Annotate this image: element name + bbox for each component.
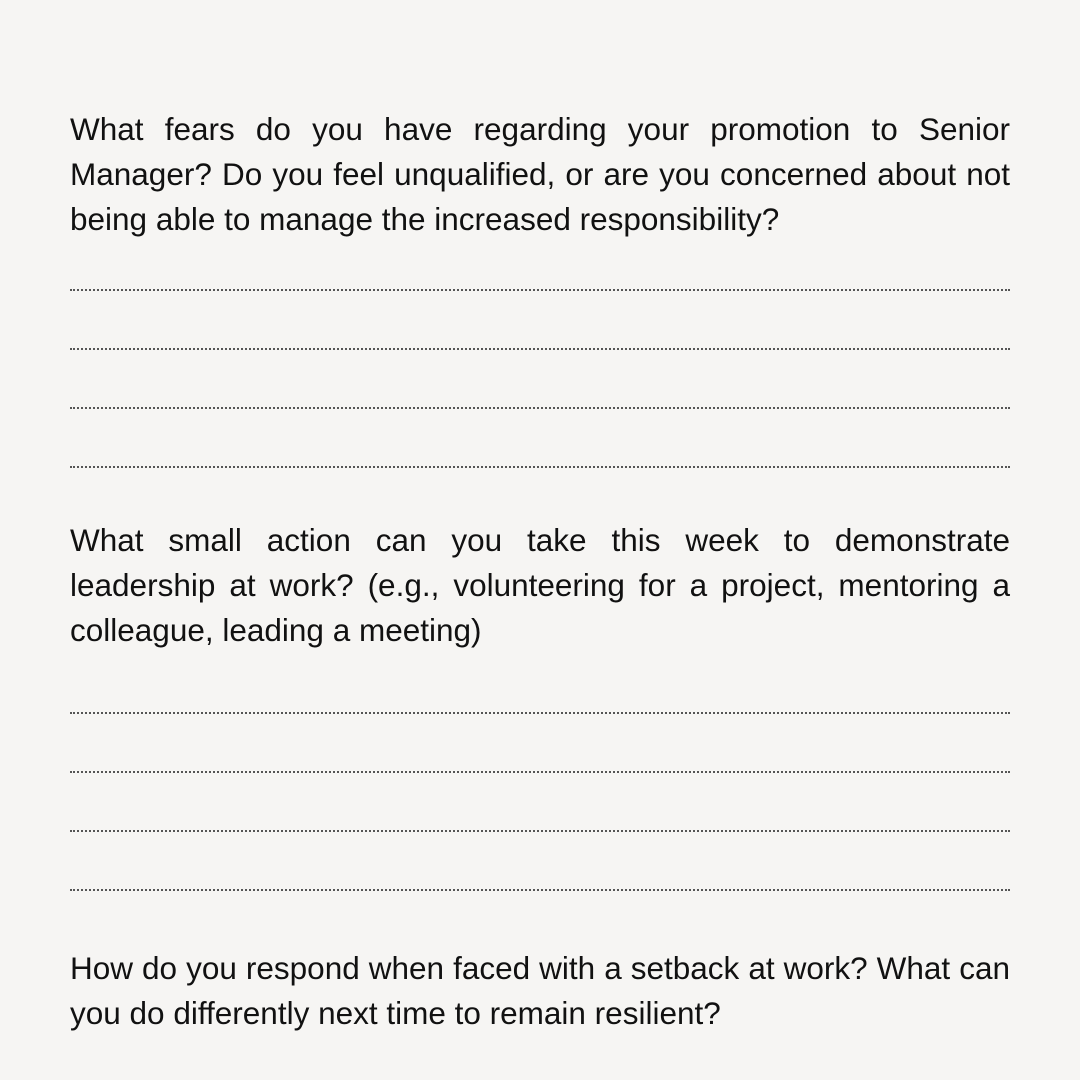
answer-line[interactable]: [70, 712, 1010, 714]
answer-line[interactable]: [70, 466, 1010, 468]
prompt-setback-resilience: How do you respond when faced with a setback at work? What can you do differently next time to remain resilient?: [70, 950, 1010, 1031]
answer-line[interactable]: [70, 407, 1010, 409]
answer-line[interactable]: [70, 771, 1010, 773]
answer-line[interactable]: [70, 348, 1010, 350]
answer-line[interactable]: [70, 289, 1010, 291]
prompt-leadership-action: What small action can you take this week to demonstrate leadership at work? (e.g., volunteering for a project, mentoring a colleague, leading a meeting): [70, 522, 1010, 648]
answer-line[interactable]: [70, 889, 1010, 891]
answer-line[interactable]: [70, 830, 1010, 832]
prompt-fears-promotion: What fears do you have regarding your promotion to Senior Manager? Do you feel unqualified, or are you concerned about not being able to manage the increased responsibility?: [70, 111, 1010, 237]
